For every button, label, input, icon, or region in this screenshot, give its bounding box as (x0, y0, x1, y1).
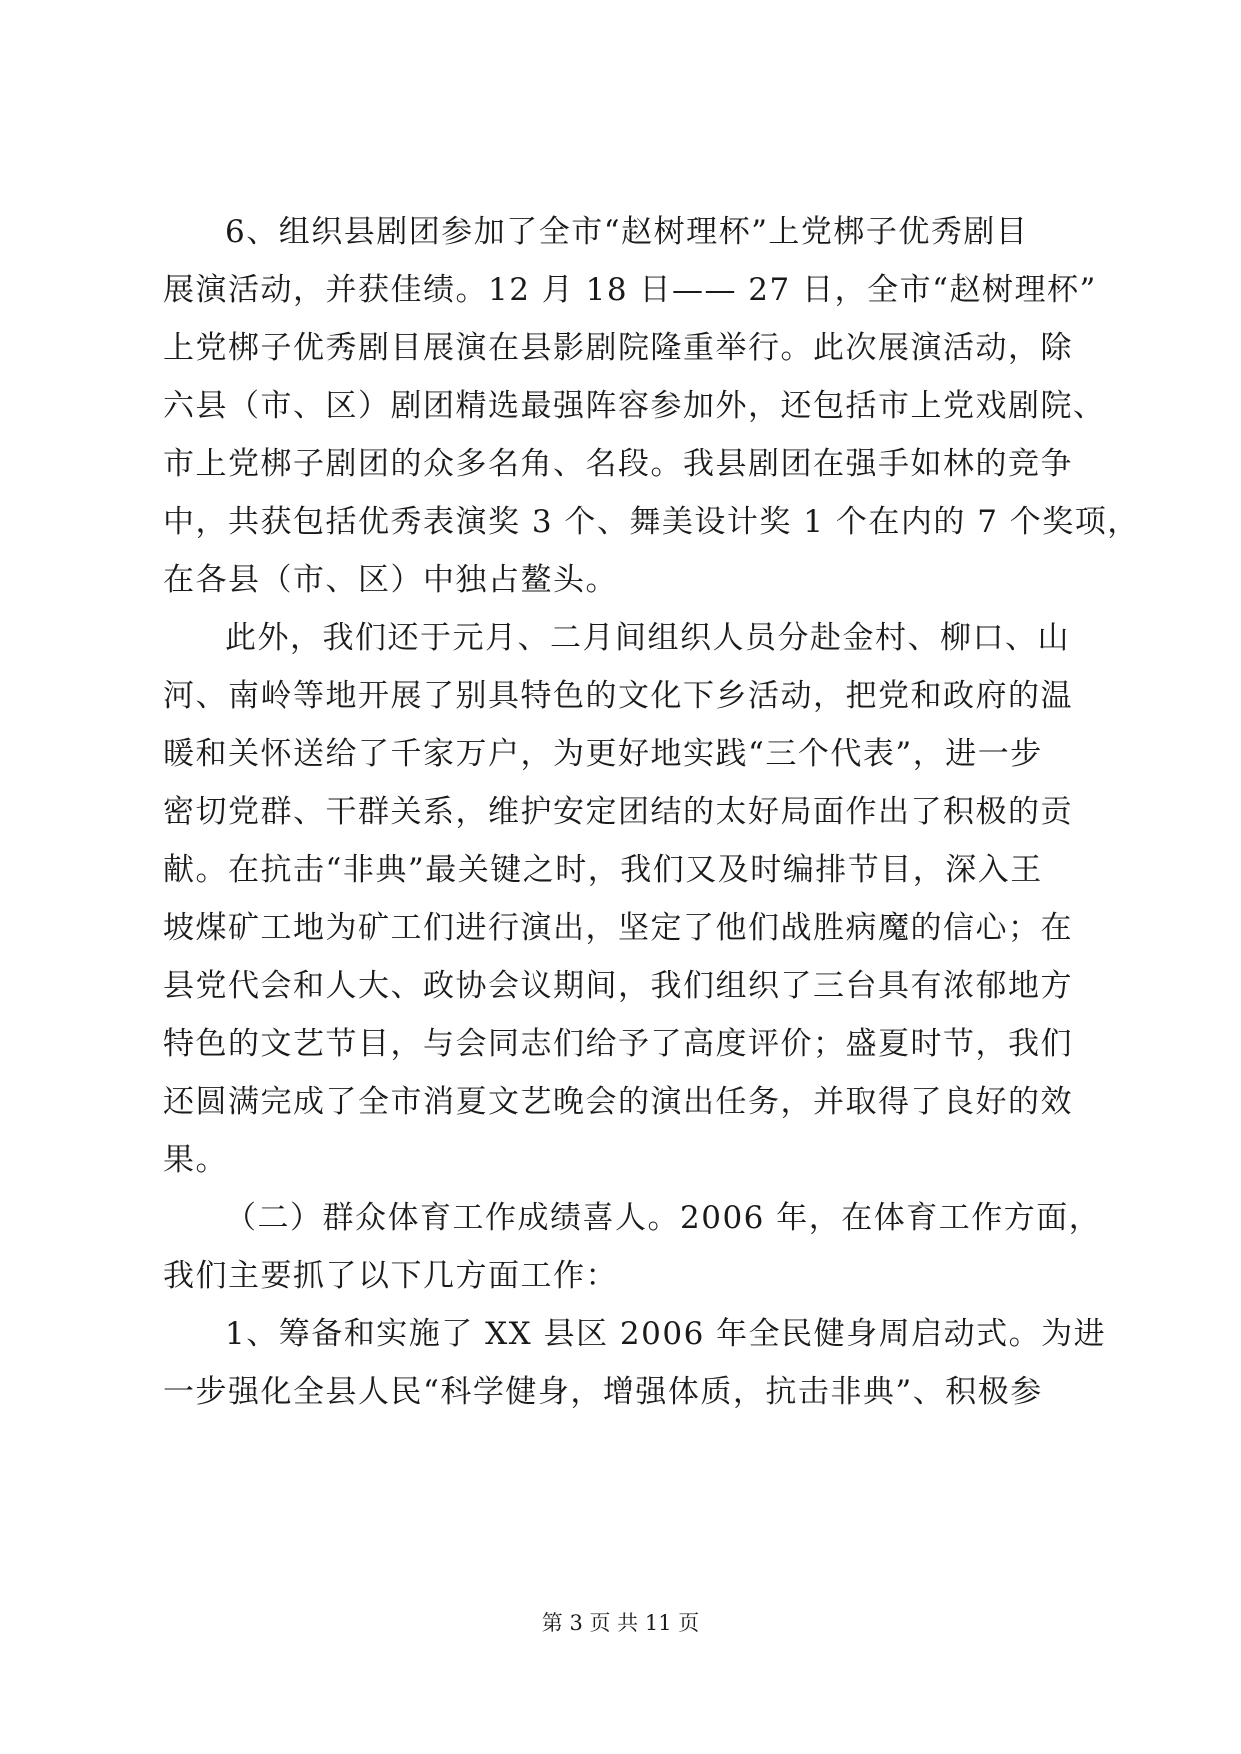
paragraph-line: 此外，我们还于元月、二月间组织人员分赴金村、柳口、山 (225, 620, 1070, 656)
paragraph-line: 河、南岭等地开展了别具特色的文化下乡活动，把党和政府的温 (163, 678, 1073, 714)
paragraph-line: 展演活动，并获佳绩。12 月 18 日—— 27 日，全市“赵树理杯” (163, 272, 1097, 308)
paragraph-line: 县党代会和人大、政协会议期间，我们组织了三台具有浓郁地方 (163, 968, 1073, 1004)
paragraph-line: 一步强化全县人民“科学健身，增强体质，抗击非典”、积极参 (163, 1374, 1043, 1410)
paragraph-line: 在各县（市、区）中独占鳌头。 (163, 562, 618, 598)
paragraph-line: 还圆满完成了全市消夏文艺晚会的演出任务，并取得了良好的效 (163, 1084, 1073, 1120)
paragraph-line: 献。在抗击“非典”最关键之时，我们又及时编排节目，深入王 (163, 852, 1043, 888)
paragraph-line: 坡煤矿工地为矿工们进行演出，坚定了他们战胜病魔的信心；在 (163, 910, 1073, 946)
paragraph-line: 密切党群、干群关系，维护安定团结的太好局面作出了积极的贡 (163, 794, 1073, 830)
paragraph-line: 果。 (163, 1142, 228, 1178)
paragraph-line: 我们主要抓了以下几方面工作： (163, 1258, 618, 1294)
page-footer: 第 3 页 共 11 页 (541, 1611, 700, 1635)
paragraph-line: 市上党梆子剧团的众多名角、名段。我县剧团在强手如林的竞争 (163, 446, 1073, 482)
paragraph-line: 六县（市、区）剧团精选最强阵容参加外，还包括市上党戏剧院、 (163, 388, 1106, 424)
paragraph-line: 6、组织县剧团参加了全市“赵树理杯”上党梆子优秀剧目 (225, 214, 1029, 250)
section-heading-line: （二）群众体育工作成绩喜人。2006 年，在体育工作方面， (225, 1200, 1102, 1236)
paragraph-line: 特色的文艺节目，与会同志们给予了高度评价；盛夏时节，我们 (163, 1026, 1073, 1062)
paragraph-line: 暖和关怀送给了千家万户，为更好地实践“三个代表”，进一步 (163, 736, 1043, 772)
paragraph-line: 中，共获包括优秀表演奖 3 个、舞美设计奖 1 个在内的 7 个奖项， (163, 504, 1140, 540)
paragraph-line: 1、筹备和实施了 XX 县区 2006 年全民健身周启动式。为进 (225, 1316, 1107, 1352)
paragraph-line: 上党梆子优秀剧目展演在县影剧院隆重举行。此次展演活动，除 (163, 330, 1073, 366)
